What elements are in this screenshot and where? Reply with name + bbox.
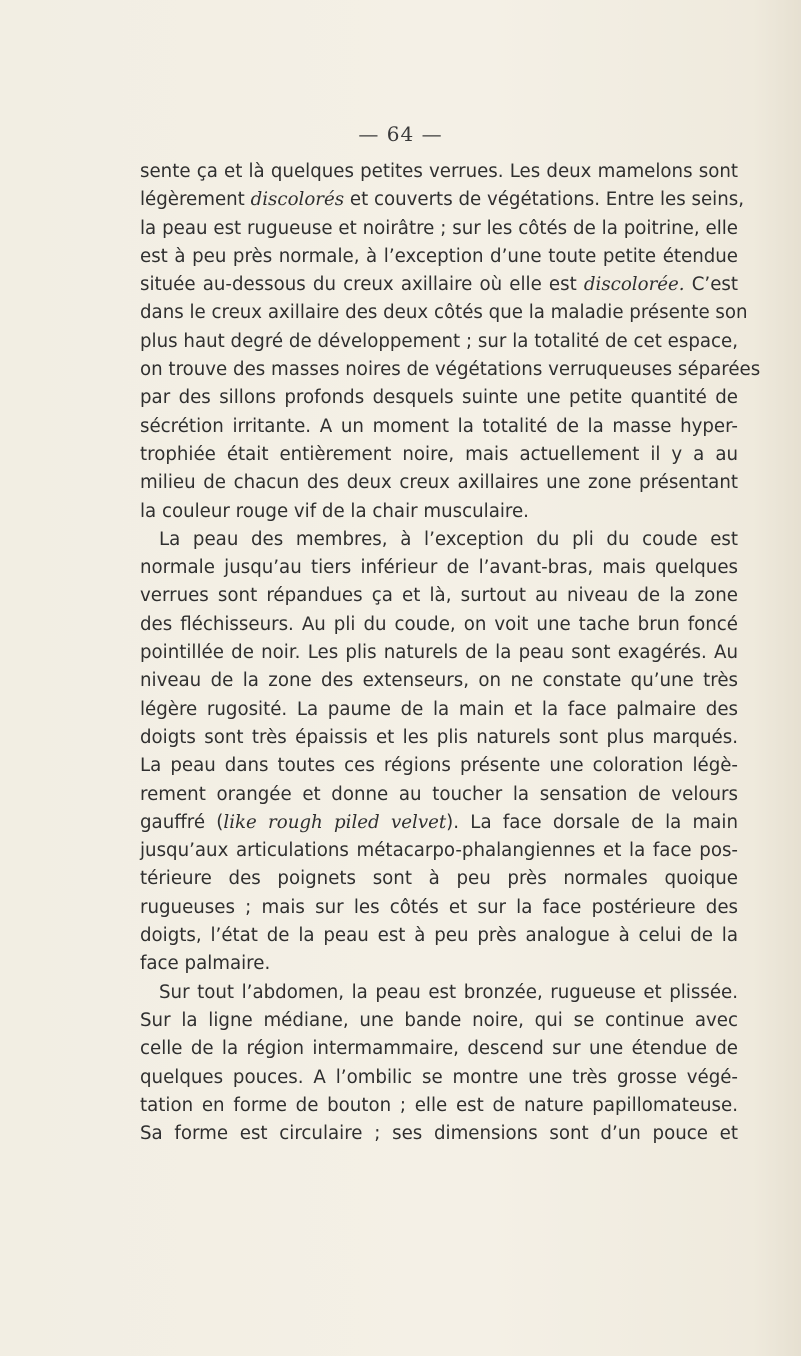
text-segment: Sa forme est circulaire ; ses dimensions sont d’un pouce et — [140, 1123, 738, 1145]
text-segment: La peau des membres, à l’exception du pli du coude est — [159, 528, 738, 550]
text-segment: face palmaire. — [140, 953, 271, 975]
text-segment: on trouve des masses noires de végétations verruqueuses séparées — [140, 359, 761, 381]
text-line — [140, 781, 738, 809]
text-line — [140, 413, 738, 441]
text-line — [140, 667, 738, 695]
body-text — [140, 158, 761, 1148]
text-line — [140, 158, 738, 186]
text-segment: térieure des poignets sont à peu près normales quoique — [140, 868, 738, 890]
text-segment: la couleur rouge vif de la chair musculaire. — [140, 500, 529, 522]
text-line — [140, 469, 738, 497]
text-line — [140, 865, 738, 893]
text-segment: sécrétion irritante. A un moment la totalité de la masse hyper- — [140, 415, 738, 437]
text-line — [140, 950, 738, 978]
text-line — [140, 1007, 738, 1035]
text-segment: doigts, l’état de la peau est à peu près analogue à celui de la — [140, 925, 738, 947]
text-segment: tation en forme de bouton ; elle est de nature papillomateuse. — [140, 1094, 738, 1116]
text-segment: quelques pouces. A l’ombilic se montre une très grosse végé- — [140, 1066, 738, 1088]
text-line — [140, 271, 738, 299]
text-segment: plus haut degré de développement ; sur la totalité de cet espace, — [140, 330, 738, 352]
text-line — [140, 1092, 738, 1120]
text-segment: et couverts de végétations. Entre les seins, — [344, 189, 745, 211]
text-line — [140, 724, 738, 752]
text-segment: Sur la ligne médiane, une bande noire, qui se continue avec — [140, 1009, 738, 1031]
text-line — [140, 441, 738, 469]
text-segment: légère rugosité. La paume de la main et la face palmaire des — [140, 698, 738, 720]
text-line — [140, 809, 738, 837]
text-line — [140, 243, 738, 271]
text-line — [140, 299, 748, 327]
text-segment: la peau est rugueuse et noirâtre ; sur les côtés de la poitrine, elle — [140, 217, 738, 239]
text-line — [140, 979, 738, 1007]
text-line — [140, 356, 761, 384]
text-line — [140, 554, 738, 582]
italic-text: discolorée. — [583, 274, 685, 296]
text-line — [140, 328, 738, 356]
page-number: — 64 — — [358, 122, 443, 146]
text-segment: est à peu près normale, à l’exception d’une toute petite étendue — [140, 245, 738, 267]
text-segment: normale jusqu’au tiers inférieur de l’avant-bras, mais quelques — [140, 557, 738, 579]
text-segment: verrues sont répandues ça et là, surtout au niveau de la zone — [140, 585, 738, 607]
text-line — [140, 752, 738, 780]
text-segment: celle de la région intermammaire, descend sur une étendue de — [140, 1038, 738, 1060]
text-line — [140, 922, 738, 950]
text-line — [140, 639, 738, 667]
text-segment: trophiée était entièrement noire, mais actuellement il y a au — [140, 443, 738, 465]
text-line — [140, 1064, 738, 1092]
text-line — [140, 894, 738, 922]
text-line — [140, 582, 738, 610]
text-line — [140, 498, 738, 526]
text-segment: des fléchisseurs. Au pli du coude, on voit une tache brun foncé — [140, 613, 738, 635]
text-segment: pointillée de noir. Les plis naturels de la peau sont exagérés. Au — [140, 642, 738, 664]
text-segment: légèrement — [140, 189, 251, 211]
text-line — [140, 384, 738, 412]
text-line — [140, 215, 738, 243]
text-line — [140, 186, 745, 214]
text-segment: jusqu’aux articulations métacarpo-phalangiennes et la face pos- — [140, 840, 738, 862]
text-segment: ). La face dorsale de la main — [446, 811, 738, 833]
text-segment: située au-dessous du creux axillaire où elle est — [140, 274, 584, 296]
italic-text: discolorés — [250, 189, 345, 211]
text-segment: rugueuses ; mais sur les côtés et sur la face postérieure des — [140, 896, 738, 918]
text-line — [140, 611, 738, 639]
text-line — [140, 837, 738, 865]
text-segment: rement orangée et donne au toucher la sensation de velours — [140, 783, 738, 805]
text-segment: doigts sont très épaissis et les plis naturels sont plus marqués. — [140, 726, 738, 748]
text-segment: milieu de chacun des deux creux axillaires une zone présentant — [140, 472, 738, 494]
text-line — [140, 526, 738, 554]
text-segment: dans le creux axillaire des deux côtés que la maladie présente son — [140, 302, 748, 324]
italic-text: like rough piled velvet — [223, 811, 447, 833]
text-segment: sente ça et là quelques petites verrues. Les deux mamelons sont — [140, 161, 738, 182]
text-line — [140, 1120, 738, 1148]
text-segment: Sur tout l’abdomen, la peau est bronzée, rugueuse et plissée. — [159, 981, 738, 1003]
text-segment: niveau de la zone des extenseurs, on ne constate qu’une très — [140, 670, 738, 692]
text-segment: C’est — [684, 274, 738, 296]
text-line — [140, 696, 738, 724]
text-segment: gauffré ( — [140, 811, 224, 833]
text-segment: La peau dans toutes ces régions présente une coloration légè- — [140, 755, 738, 777]
text-segment: par des sillons profonds desquels suinte une petite quantité de — [140, 387, 738, 409]
text-line — [140, 1035, 738, 1063]
